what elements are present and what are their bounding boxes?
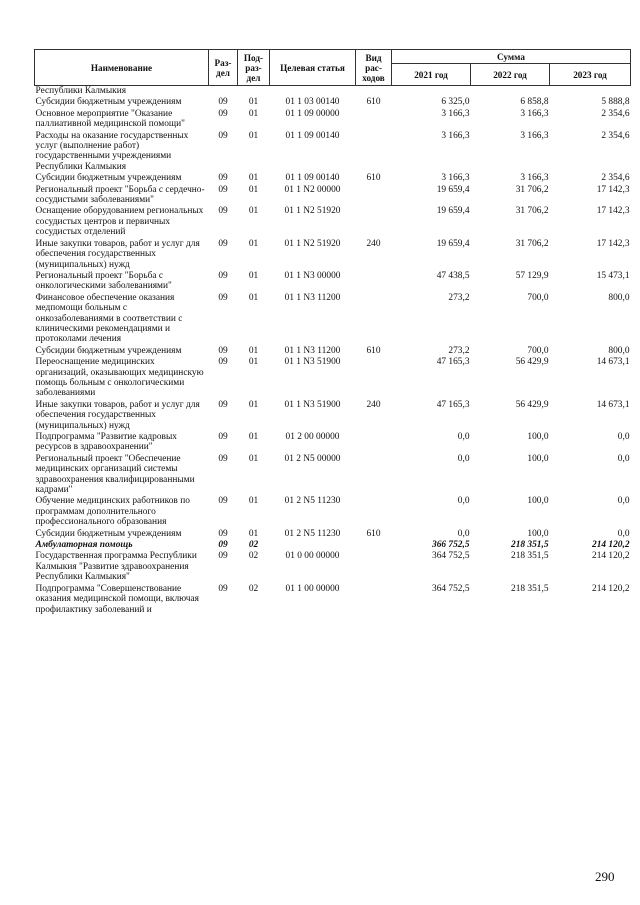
row-sum-2023: 214 120,2: [592, 540, 630, 551]
row-sum-2023: 214 120,2: [592, 583, 630, 594]
row-razdel: 09: [218, 292, 228, 303]
row-target-article: 01 1 N2 00000: [284, 184, 341, 195]
row-sum-2021: 0,0: [457, 453, 470, 464]
row-sum-2022: 3 166,3: [520, 173, 549, 184]
row-sum-2022: 3 166,3: [520, 130, 549, 141]
row-name: Расходы на оказание государственных услуг (выполнение работ) государственными учреждениями Республики Калмыкия: [35, 130, 189, 172]
row-expense-type: 610: [366, 528, 381, 539]
row-sum-2022: 56 429,9: [515, 399, 549, 410]
row-podrazdel: 02: [248, 540, 259, 551]
row-razdel: 09: [218, 540, 228, 551]
header-2022: 2022 год: [471, 64, 550, 86]
row-expense-type: [356, 109, 392, 131]
row-sum-2022: 57 129,9: [515, 270, 549, 281]
row-target-article: 01 1 N2 51920: [284, 206, 341, 217]
row-razdel: 09: [218, 551, 228, 562]
row-sum-2021: 19 659,4: [436, 238, 470, 249]
row-sum-2023: 14 673,1: [596, 399, 630, 410]
row-name: Региональный проект "Борьба с сердечно-сосудистыми заболеваниями": [35, 184, 205, 206]
row-target-article: 01 2 N5 11230: [284, 528, 341, 539]
table-row: [35, 346, 631, 357]
row-sum-2021: 273,2: [448, 345, 470, 356]
table-row: [35, 97, 631, 108]
row-sum-2023: [550, 86, 631, 98]
row-podrazdel: 02: [248, 551, 259, 562]
row-expense-type: 610: [366, 173, 381, 184]
row-razdel: 09: [218, 270, 228, 281]
table-row: [35, 529, 631, 540]
row-sum-2021: 0,0: [457, 496, 470, 507]
row-podrazdel: 01: [248, 292, 259, 303]
row-razdel: 09: [218, 453, 228, 464]
row-podrazdel: 01: [248, 399, 259, 410]
row-name: Субсидии бюджетным учреждениям: [35, 173, 182, 184]
row-expense-type: 240: [366, 399, 381, 410]
row-target-article: 01 0 00 00000: [285, 551, 340, 562]
row-sum-2023: 2 354,6: [601, 173, 630, 184]
row-sum-2021: 47 438,5: [436, 270, 470, 281]
row-sum-2022: 31 706,2: [515, 184, 549, 195]
row-razdel: 09: [218, 583, 228, 594]
row-sum-2023: 14 673,1: [596, 357, 630, 368]
row-expense-type: [356, 454, 392, 497]
row-sum-2021: 0,0: [457, 432, 470, 442]
row-name: Региональный проект "Обеспечение медицинских организаций системы здравоохранения квалифицированными кадрами": [35, 453, 195, 496]
row-sum-2023: 0,0: [617, 432, 630, 442]
header-2021: 2021 год: [392, 64, 471, 86]
row-expense-type: 610: [366, 345, 381, 356]
row-sum-2022: 31 706,2: [515, 238, 549, 249]
table-row: [35, 540, 631, 551]
row-expense-type: [356, 271, 392, 293]
row-name: Субсидии бюджетным учреждениям: [35, 528, 182, 539]
row-sum-2021: 364 752,5: [432, 583, 470, 594]
row-sum-2022: 100,0: [527, 453, 549, 464]
table-row: [35, 454, 631, 497]
row-sum-2022: 100,0: [527, 496, 549, 507]
page-number: 290: [595, 869, 615, 884]
row-sum-2023: 17 142,3: [596, 206, 630, 217]
row-sum-2023: 2 354,6: [601, 130, 630, 141]
row-target-article: 01 1 03 00140: [285, 97, 340, 108]
row-podrazdel: 01: [248, 184, 259, 195]
row-podrazdel: 01: [248, 357, 259, 368]
row-target-article: 01 1 N3 51900: [284, 399, 341, 410]
table-row: [35, 400, 631, 432]
row-razdel: 09: [218, 206, 228, 217]
row-razdel: [209, 86, 238, 98]
row-sum-2022: 218 351,5: [511, 551, 549, 562]
row-podrazdel: 01: [248, 432, 259, 442]
row-sum-2023: 0,0: [617, 453, 630, 464]
row-sum-2021: 3 166,3: [441, 130, 470, 141]
row-expense-type: [356, 584, 392, 616]
row-sum-2021: 19 659,4: [436, 206, 470, 217]
row-target-article: 01 1 00 00000: [285, 583, 340, 594]
row-target-article: 01 1 09 00140: [285, 130, 340, 141]
row-razdel: 09: [218, 357, 228, 368]
row-sum-2022: 218 351,5: [511, 583, 549, 594]
header-target: Целевая статья: [270, 50, 356, 86]
row-sum-2023: 17 142,3: [596, 238, 630, 249]
row-name: Субсидии бюджетным учреждениям: [35, 345, 182, 356]
row-sum-2021: 19 659,4: [436, 184, 470, 195]
row-target-article: 01 2 00 00000: [285, 432, 340, 442]
row-podrazdel: 01: [248, 108, 259, 119]
row-podrazdel: 01: [248, 528, 259, 539]
budget-table: [34, 49, 631, 616]
row-name: Подпрограмма "Развитие кадровых ресурсов в здравоохранении": [35, 432, 177, 453]
row-sum-2022: 3 166,3: [520, 108, 549, 119]
row-razdel: 09: [218, 173, 228, 184]
table-body: [35, 86, 631, 616]
row-expense-type: [356, 131, 392, 174]
table-header: [35, 50, 631, 86]
row-target-article: 01 1 09 00000: [285, 108, 340, 119]
row-sum-2022: 56 429,9: [515, 357, 549, 368]
row-sum-2021: 366 752,5: [432, 540, 470, 551]
row-razdel: 09: [218, 432, 228, 442]
row-name: Финансовое обеспечение оказания медпомощи больным с онкозаболеваниями в соответствии с клиническими рекомендациями и протоколами лечения: [35, 292, 183, 345]
row-expense-type: 610: [366, 97, 381, 108]
table-row: [35, 109, 631, 131]
table-row: [35, 185, 631, 207]
header-summa: Сумма: [392, 50, 631, 64]
row-expense-type: [356, 432, 392, 454]
row-sum-2021: 47 165,3: [436, 357, 470, 368]
row-podrazdel: 01: [248, 453, 259, 464]
table-row: [35, 131, 631, 174]
header-razdel: Раз-дел: [209, 50, 238, 86]
table-row: [35, 293, 631, 346]
row-sum-2021: 364 752,5: [432, 551, 470, 562]
table-row: [35, 584, 631, 616]
header-vid: Вид рас-ходов: [356, 50, 392, 86]
row-sum-2021: [392, 86, 471, 98]
row-expense-type: [356, 293, 392, 346]
row-target-article: 01 1 09 00140: [285, 173, 340, 184]
row-razdel: 09: [218, 345, 228, 356]
table-row: [35, 357, 631, 400]
row-name: Подпрограмма "Совершенствование оказания медицинской помощи, включая профилактику заболеваний и: [35, 583, 199, 615]
row-target-article: 01 2 N5 00000: [284, 453, 341, 464]
row-razdel: 09: [218, 238, 228, 249]
table-row: [35, 551, 631, 583]
table-row: [35, 239, 631, 271]
table-row: [35, 432, 631, 454]
row-podrazdel: 01: [248, 270, 259, 281]
row-sum-2021: 6 325,0: [441, 97, 470, 108]
header-name: Наименование: [35, 50, 209, 86]
row-name: Оснащение оборудованием региональных сосудистых центров и первичных сосудистых отделений: [35, 206, 204, 238]
row-sum-2022: 700,0: [527, 292, 549, 303]
row-expense-type: [356, 206, 392, 238]
row-sum-2022: 100,0: [527, 528, 549, 539]
row-name: Обучение медицинских работников по программам дополнительного профессионального образования: [35, 496, 190, 528]
row-target-article: 01 1 N3 51900: [284, 357, 341, 368]
row-name: Государственная программа Республики Калмыкия "Развитие здравоохранения Республики Калмыкия": [35, 551, 197, 583]
row-sum-2023: 214 120,2: [592, 551, 630, 562]
row-target-article: [270, 86, 356, 98]
row-razdel: 09: [218, 528, 228, 539]
row-expense-type: [356, 357, 392, 400]
header-podrazdel: Под-раз-дел: [238, 50, 270, 86]
table-row: [35, 271, 631, 293]
row-target-article: 01 1 N3 11200: [284, 292, 341, 303]
row-sum-2023: 0,0: [617, 496, 630, 507]
row-razdel: 09: [218, 97, 228, 108]
row-expense-type: [356, 86, 392, 98]
row-sum-2023: 0,0: [617, 528, 630, 539]
table-row: [35, 173, 631, 184]
row-sum-2023: 800,0: [608, 292, 630, 303]
row-sum-2021: 273,2: [448, 292, 470, 303]
row-sum-2023: 2 354,6: [601, 108, 630, 119]
row-name: Республики Калмыкия: [35, 86, 127, 96]
row-expense-type: 240: [366, 238, 381, 249]
row-sum-2023: 15 473,1: [596, 270, 630, 281]
row-razdel: 09: [218, 496, 228, 507]
row-razdel: 09: [218, 130, 228, 141]
row-podrazdel: 02: [248, 583, 259, 594]
row-podrazdel: 01: [248, 173, 259, 184]
row-podrazdel: [238, 86, 270, 98]
row-podrazdel: 01: [248, 345, 259, 356]
row-sum-2022: 6 858,8: [520, 97, 549, 108]
row-name: Иные закупки товаров, работ и услуг для обеспечения государственных (муниципальных) нужд: [35, 238, 200, 270]
row-sum-2023: 800,0: [608, 345, 630, 356]
row-name: Переоснащение медицинских организаций, оказывающих медицинскую помощь больным с онкологическими заболеваниями: [35, 357, 204, 399]
row-sum-2022: 31 706,2: [515, 206, 549, 217]
row-sum-2022: 100,0: [527, 432, 549, 442]
row-podrazdel: 01: [248, 97, 259, 108]
row-target-article: [270, 540, 356, 551]
row-razdel: 09: [218, 108, 228, 119]
table-row: [35, 496, 631, 528]
row-podrazdel: 01: [248, 238, 259, 249]
row-target-article: 01 1 N3 11200: [284, 345, 341, 356]
row-sum-2022: 700,0: [527, 345, 549, 356]
row-sum-2023: 5 888,8: [601, 97, 630, 108]
row-target-article: 01 1 N3 00000: [284, 270, 341, 281]
row-podrazdel: 01: [248, 206, 259, 217]
row-name: Региональный проект "Борьба с онкологическими заболеваниями": [35, 270, 172, 292]
row-sum-2021: 0,0: [457, 528, 470, 539]
row-sum-2021: 3 166,3: [441, 173, 470, 184]
row-expense-type: [356, 496, 392, 528]
row-sum-2022: [471, 86, 550, 98]
row-podrazdel: 01: [248, 130, 259, 141]
row-name: Иные закупки товаров, работ и услуг для обеспечения государственных (муниципальных) нужд: [35, 399, 200, 431]
row-podrazdel: 01: [248, 496, 259, 507]
row-target-article: 01 2 N5 11230: [284, 496, 341, 507]
row-razdel: 09: [218, 184, 228, 195]
row-razdel: 09: [218, 399, 228, 410]
row-expense-type: [356, 185, 392, 207]
row-name: Субсидии бюджетным учреждениям: [35, 97, 182, 108]
row-expense-type: [356, 551, 392, 583]
table-row: [35, 206, 631, 238]
row-sum-2022: 218 351,5: [511, 540, 549, 551]
row-target-article: 01 1 N2 51920: [284, 238, 341, 249]
row-sum-2023: 17 142,3: [596, 184, 630, 195]
table-row: [35, 86, 631, 98]
row-sum-2021: 3 166,3: [441, 108, 470, 119]
header-2023: 2023 год: [550, 64, 631, 86]
row-expense-type: [356, 540, 392, 551]
row-sum-2021: 47 165,3: [436, 399, 470, 410]
row-name: Основное мероприятие "Оказание паллиативной медицинской помощи": [35, 108, 185, 130]
row-name: Амбулаторная помощь: [35, 540, 133, 551]
